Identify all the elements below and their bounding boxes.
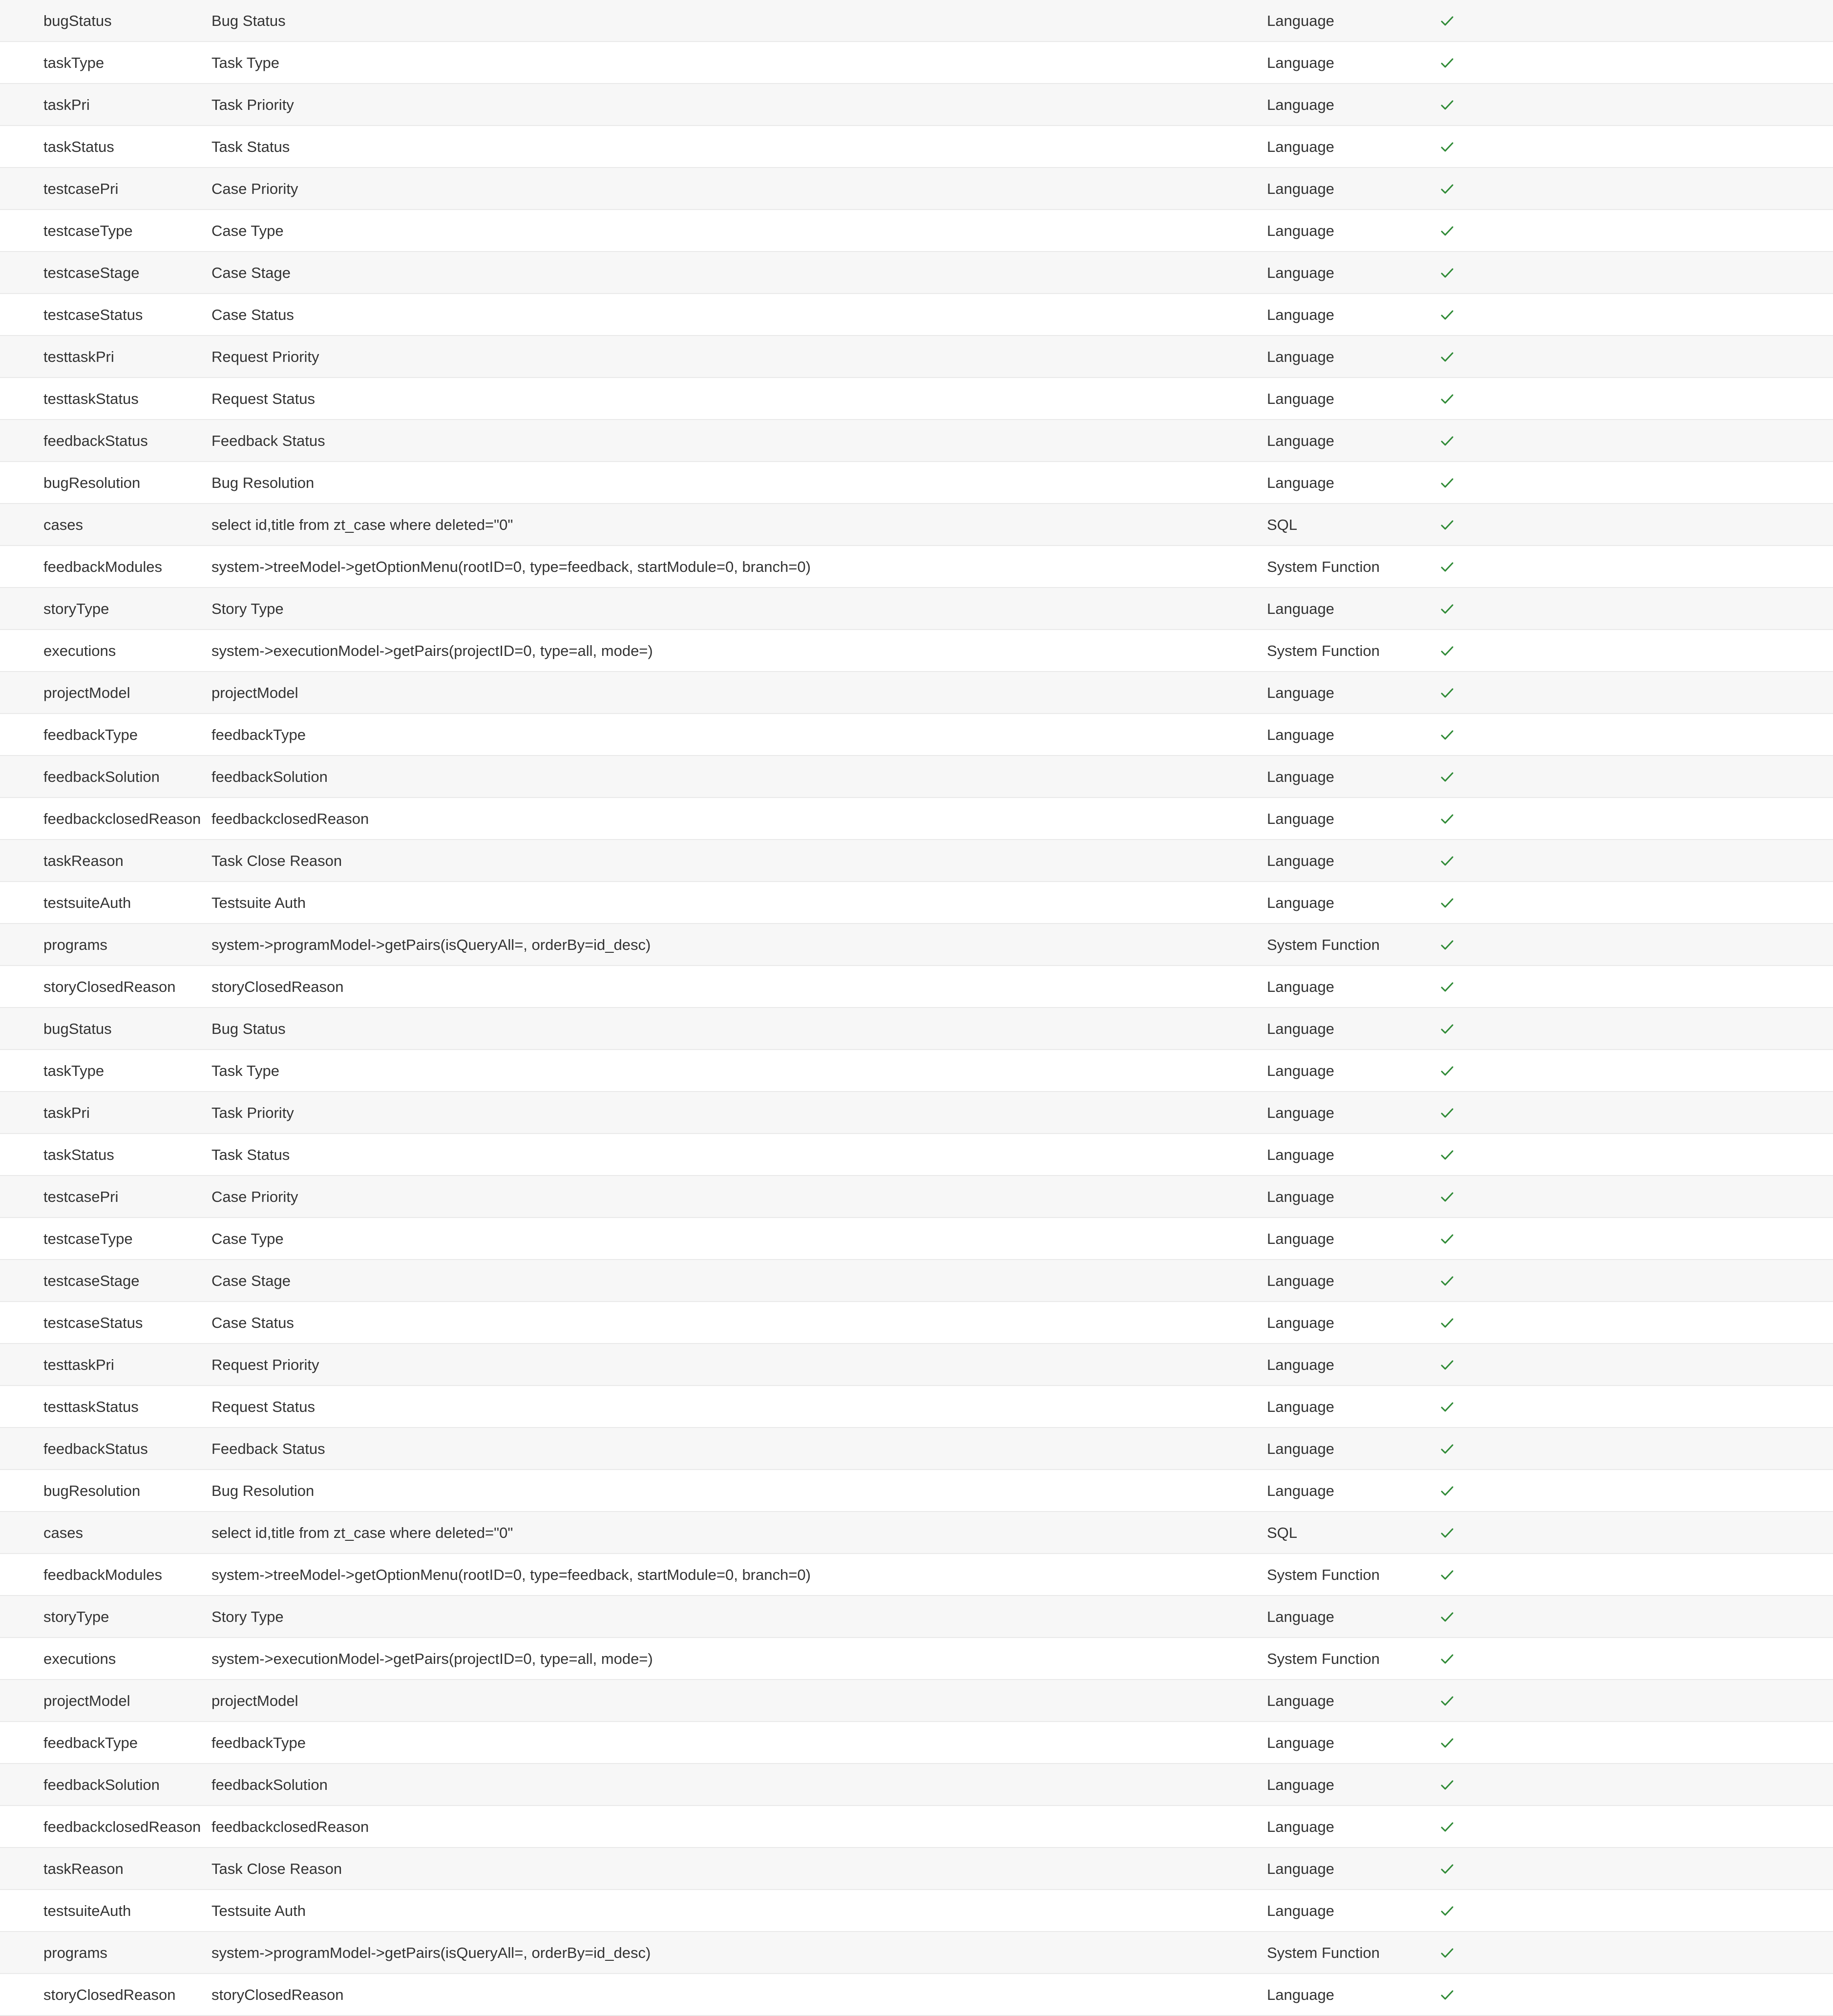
cell-name: Task Priority — [211, 96, 294, 113]
cell-code: executions — [43, 642, 116, 659]
table-row[interactable] — [0, 42, 1833, 84]
cell-type: Language — [1267, 1356, 1334, 1373]
cell-code: taskReason — [43, 1860, 124, 1877]
cell-type: Language — [1267, 180, 1334, 197]
check-icon — [1441, 1806, 1460, 1848]
cell-name: Request Priority — [211, 1356, 319, 1373]
cell-name: feedbackSolution — [211, 768, 328, 785]
cell-code: programs — [43, 936, 107, 953]
cell-code: programs — [43, 1944, 107, 1961]
cell-type: Language — [1267, 726, 1334, 743]
cell-type: Language — [1267, 96, 1334, 113]
cell-code: projectModel — [43, 1692, 130, 1709]
cell-type: Language — [1267, 1482, 1334, 1499]
check-icon — [1441, 504, 1460, 546]
cell-name: storyClosedReason — [211, 1986, 344, 2003]
cell-type: Language — [1267, 1020, 1334, 1037]
cell-code: taskType — [43, 54, 105, 71]
cell-name: Case Stage — [211, 264, 291, 281]
cell-type: Language — [1267, 1692, 1334, 1709]
cell-name: projectModel — [211, 684, 298, 701]
cell-type: Language — [1267, 768, 1334, 785]
cell-name: Task Type — [211, 1062, 280, 1079]
check-icon — [1441, 882, 1460, 924]
cell-code: storyType — [43, 1608, 109, 1625]
cell-name: Testsuite Auth — [211, 894, 306, 911]
cell-name: system->executionModel->getPairs(projectID=0, type=all, mode=) — [211, 642, 653, 659]
cell-code: feedbackclosedReason — [43, 810, 201, 827]
check-icon — [1441, 1050, 1460, 1092]
cell-type: Language — [1267, 138, 1334, 155]
cell-name: Task Close Reason — [211, 1860, 342, 1877]
table-row[interactable] — [0, 798, 1833, 840]
check-icon — [1441, 588, 1460, 630]
check-icon — [1441, 1260, 1460, 1302]
cell-code: feedbackSolution — [43, 768, 160, 785]
check-icon — [1441, 420, 1460, 462]
table-row[interactable] — [0, 294, 1833, 336]
check-icon — [1441, 84, 1460, 126]
cell-name: Task Priority — [211, 1104, 294, 1121]
cell-type: Language — [1267, 1146, 1334, 1163]
check-icon — [1441, 1638, 1460, 1680]
cell-name: Case Status — [211, 1314, 294, 1331]
cell-code: cases — [43, 516, 83, 533]
cell-code: storyClosedReason — [43, 1986, 176, 2003]
cell-name: system->programModel->getPairs(isQueryAll=, orderBy=id_desc) — [211, 1944, 651, 1961]
cell-name: Task Close Reason — [211, 852, 342, 869]
table-row[interactable] — [0, 462, 1833, 504]
check-icon — [1441, 1764, 1460, 1806]
cell-type: Language — [1267, 1314, 1334, 1331]
cell-name: Bug Resolution — [211, 474, 315, 491]
check-icon — [1441, 1218, 1460, 1260]
cell-name: Case Priority — [211, 1188, 298, 1205]
cell-name: feedbackType — [211, 1734, 306, 1751]
cell-code: testcaseStage — [43, 1272, 140, 1289]
check-icon — [1441, 1008, 1460, 1050]
cell-type: System Function — [1267, 1566, 1380, 1583]
cell-name: system->executionModel->getPairs(projectID=0, type=all, mode=) — [211, 1650, 653, 1667]
cell-name: feedbackType — [211, 726, 306, 743]
cell-type: SQL — [1267, 1524, 1298, 1541]
check-icon — [1441, 924, 1460, 966]
cell-code: testcaseStage — [43, 264, 140, 281]
table-row[interactable] — [0, 1428, 1833, 1470]
cell-code: taskStatus — [43, 138, 114, 155]
table-row[interactable] — [0, 1638, 1833, 1680]
table-row[interactable] — [0, 630, 1833, 672]
check-icon — [1441, 1470, 1460, 1512]
check-icon — [1441, 378, 1460, 420]
table-row[interactable] — [0, 1512, 1833, 1554]
table-row[interactable] — [0, 1680, 1833, 1722]
cell-code: testtaskStatus — [43, 1398, 139, 1415]
cell-code: projectModel — [43, 684, 130, 701]
cell-code: feedbackStatus — [43, 1440, 148, 1457]
table-row[interactable] — [0, 1722, 1833, 1764]
table-row[interactable] — [0, 924, 1833, 966]
check-icon — [1441, 1890, 1460, 1932]
cell-name: Task Status — [211, 138, 290, 155]
cell-code: feedbackclosedReason — [43, 1818, 201, 1835]
cell-type: Language — [1267, 1818, 1334, 1835]
check-icon — [1441, 1512, 1460, 1554]
check-icon — [1441, 1848, 1460, 1890]
cell-name: Case Stage — [211, 1272, 291, 1289]
check-icon — [1441, 1722, 1460, 1764]
cell-name: system->programModel->getPairs(isQueryAll=, orderBy=id_desc) — [211, 936, 651, 953]
table-row[interactable] — [0, 0, 1833, 42]
cell-type: Language — [1267, 1734, 1334, 1751]
cell-type: Language — [1267, 1230, 1334, 1247]
cell-code: testcasePri — [43, 180, 119, 197]
check-icon — [1441, 1344, 1460, 1386]
table-row[interactable] — [0, 1764, 1833, 1806]
cell-name: select id,title from zt_case where deleted="0" — [211, 1524, 513, 1541]
table-row[interactable] — [0, 1218, 1833, 1260]
cell-type: Language — [1267, 1440, 1334, 1457]
cell-name: Testsuite Auth — [211, 1902, 306, 1919]
cell-type: Language — [1267, 852, 1334, 869]
cell-type: System Function — [1267, 1650, 1380, 1667]
cell-code: feedbackModules — [43, 558, 162, 575]
check-icon — [1441, 0, 1460, 42]
cell-code: taskPri — [43, 1104, 90, 1121]
cell-type: System Function — [1267, 1944, 1380, 1961]
table-row[interactable] — [0, 336, 1833, 378]
cell-code: storyType — [43, 600, 109, 617]
check-icon — [1441, 126, 1460, 168]
cell-code: testcaseType — [43, 222, 133, 239]
cell-type: Language — [1267, 348, 1334, 365]
table-row[interactable] — [0, 1974, 1833, 2016]
cell-name: Feedback Status — [211, 432, 325, 449]
check-icon — [1441, 756, 1460, 798]
cell-code: bugStatus — [43, 1020, 112, 1037]
cell-name: Feedback Status — [211, 1440, 325, 1457]
table-row[interactable] — [0, 672, 1833, 714]
cell-code: testsuiteAuth — [43, 894, 131, 911]
table-row[interactable] — [0, 378, 1833, 420]
cell-code: taskReason — [43, 852, 124, 869]
check-icon — [1441, 336, 1460, 378]
cell-name: feedbackSolution — [211, 1776, 328, 1793]
check-icon — [1441, 1134, 1460, 1176]
cell-code: bugResolution — [43, 1482, 141, 1499]
cell-type: Language — [1267, 1398, 1334, 1415]
cell-code: testtaskPri — [43, 348, 114, 365]
cell-type: Language — [1267, 1272, 1334, 1289]
table-row[interactable] — [0, 1932, 1833, 1974]
cell-type: Language — [1267, 474, 1334, 491]
cell-code: bugResolution — [43, 474, 141, 491]
cell-code: cases — [43, 1524, 83, 1541]
cell-name: Case Status — [211, 306, 294, 323]
cell-type: Language — [1267, 600, 1334, 617]
table-row[interactable] — [0, 1848, 1833, 1890]
cell-code: testcaseStatus — [43, 1314, 143, 1331]
table-row[interactable] — [0, 714, 1833, 756]
check-icon — [1441, 1302, 1460, 1344]
table-row[interactable] — [0, 168, 1833, 210]
cell-type: Language — [1267, 894, 1334, 911]
table-row[interactable] — [0, 420, 1833, 462]
cell-name: Request Priority — [211, 348, 319, 365]
check-icon — [1441, 672, 1460, 714]
check-icon — [1441, 546, 1460, 588]
cell-code: testcaseType — [43, 1230, 133, 1247]
check-icon — [1441, 1428, 1460, 1470]
table-row[interactable] — [0, 504, 1833, 546]
table-row[interactable] — [0, 966, 1833, 1008]
table-row[interactable] — [0, 546, 1833, 588]
cell-code: testsuiteAuth — [43, 1902, 131, 1919]
cell-type: Language — [1267, 1608, 1334, 1625]
cell-name: Case Type — [211, 222, 284, 239]
table-row[interactable] — [0, 126, 1833, 168]
cell-name: storyClosedReason — [211, 978, 344, 995]
cell-code: taskPri — [43, 96, 90, 113]
table-row[interactable] — [0, 840, 1833, 882]
cell-name: feedbackclosedReason — [211, 1818, 369, 1835]
check-icon — [1441, 1554, 1460, 1596]
cell-code: storyClosedReason — [43, 978, 176, 995]
table-row[interactable] — [0, 84, 1833, 126]
check-icon — [1441, 1932, 1460, 1974]
cell-type: Language — [1267, 222, 1334, 239]
cell-type: System Function — [1267, 936, 1380, 953]
table-row[interactable] — [0, 1344, 1833, 1386]
cell-type: Language — [1267, 1062, 1334, 1079]
check-icon — [1441, 210, 1460, 252]
cell-name: system->treeModel->getOptionMenu(rootID=0, type=feedback, startModule=0, branch=0) — [211, 558, 811, 575]
cell-name: Case Priority — [211, 180, 298, 197]
cell-type: Language — [1267, 1104, 1334, 1121]
table-row[interactable] — [0, 588, 1833, 630]
table-row[interactable] — [0, 1134, 1833, 1176]
cell-name: Task Type — [211, 54, 280, 71]
cell-code: testcaseStatus — [43, 306, 143, 323]
cell-type: Language — [1267, 12, 1334, 29]
check-icon — [1441, 42, 1460, 84]
cell-code: feedbackType — [43, 1734, 138, 1751]
cell-type: Language — [1267, 1188, 1334, 1205]
cell-name: Bug Status — [211, 12, 286, 29]
check-icon — [1441, 714, 1460, 756]
cell-type: Language — [1267, 810, 1334, 827]
cell-code: taskStatus — [43, 1146, 114, 1163]
cell-name: projectModel — [211, 1692, 298, 1709]
cell-type: Language — [1267, 978, 1334, 995]
check-icon — [1441, 1092, 1460, 1134]
cell-type: Language — [1267, 306, 1334, 323]
check-icon — [1441, 294, 1460, 336]
table-row[interactable] — [0, 210, 1833, 252]
check-icon — [1441, 1386, 1460, 1428]
cell-type: Language — [1267, 1860, 1334, 1877]
cell-code: feedbackStatus — [43, 432, 148, 449]
table-row[interactable] — [0, 1302, 1833, 1344]
cell-name: Request Status — [211, 1398, 315, 1415]
cell-type: Language — [1267, 1986, 1334, 2003]
check-icon — [1441, 168, 1460, 210]
table-row[interactable] — [0, 756, 1833, 798]
check-icon — [1441, 840, 1460, 882]
cell-code: taskType — [43, 1062, 105, 1079]
cell-code: executions — [43, 1650, 116, 1667]
check-icon — [1441, 798, 1460, 840]
cell-type: System Function — [1267, 558, 1380, 575]
cell-type: Language — [1267, 684, 1334, 701]
cell-name: Story Type — [211, 600, 284, 617]
table-row[interactable] — [0, 1050, 1833, 1092]
cell-name: Request Status — [211, 390, 315, 407]
cell-type: Language — [1267, 54, 1334, 71]
check-icon — [1441, 966, 1460, 1008]
cell-type: Language — [1267, 1902, 1334, 1919]
table-row[interactable] — [0, 1806, 1833, 1848]
check-icon — [1441, 462, 1460, 504]
table-row[interactable] — [0, 1596, 1833, 1638]
table-row[interactable] — [0, 882, 1833, 924]
table-row[interactable] — [0, 1008, 1833, 1050]
cell-code: feedbackSolution — [43, 1776, 160, 1793]
table-row[interactable] — [0, 1386, 1833, 1428]
table-row[interactable] — [0, 1092, 1833, 1134]
table-row[interactable] — [0, 1470, 1833, 1512]
cell-name: system->treeModel->getOptionMenu(rootID=0, type=feedback, startModule=0, branch=0) — [211, 1566, 811, 1583]
cell-code: testtaskPri — [43, 1356, 114, 1373]
check-icon — [1441, 630, 1460, 672]
check-icon — [1441, 1974, 1460, 2016]
check-icon — [1441, 1596, 1460, 1638]
check-icon — [1441, 1680, 1460, 1722]
table-row[interactable] — [0, 1260, 1833, 1302]
cell-code: testtaskStatus — [43, 390, 139, 407]
cell-type: Language — [1267, 432, 1334, 449]
cell-code: bugStatus — [43, 12, 112, 29]
cell-code: testcasePri — [43, 1188, 119, 1205]
cell-type: Language — [1267, 390, 1334, 407]
check-icon — [1441, 252, 1460, 294]
table-row[interactable] — [0, 1554, 1833, 1596]
cell-name: feedbackclosedReason — [211, 810, 369, 827]
cell-name: Task Status — [211, 1146, 290, 1163]
cell-name: Story Type — [211, 1608, 284, 1625]
cell-name: Bug Status — [211, 1020, 286, 1037]
cell-name: Case Type — [211, 1230, 284, 1247]
table-row[interactable] — [0, 252, 1833, 294]
cell-name: select id,title from zt_case where deleted="0" — [211, 516, 513, 533]
check-icon — [1441, 1176, 1460, 1218]
cell-type: Language — [1267, 1776, 1334, 1793]
cell-type: Language — [1267, 264, 1334, 281]
cell-name: Bug Resolution — [211, 1482, 315, 1499]
table-row[interactable] — [0, 1176, 1833, 1218]
cell-type: System Function — [1267, 642, 1380, 659]
cell-code: feedbackModules — [43, 1566, 162, 1583]
cell-type: SQL — [1267, 516, 1298, 533]
cell-code: feedbackType — [43, 726, 138, 743]
table-row[interactable] — [0, 1890, 1833, 1932]
